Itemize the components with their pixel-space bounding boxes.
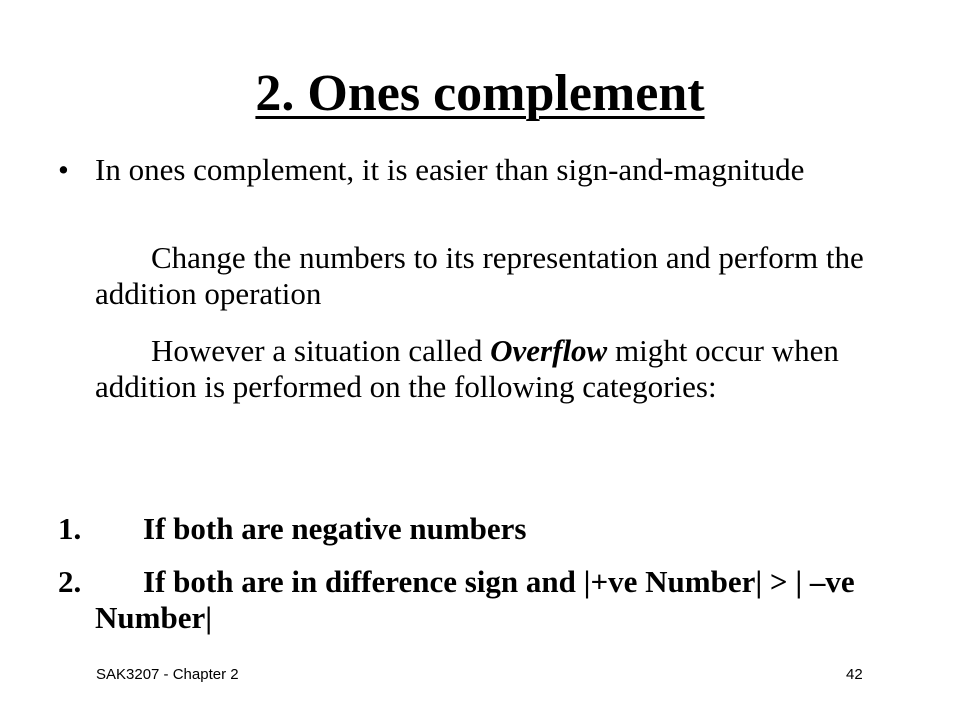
bullet-text: However a situation called Overflow might occur when addition is performed on the following categories:: [95, 333, 839, 404]
bullet-text: Change the numbers to its representation and perform the addition operation: [95, 240, 864, 311]
item-text: If both are negative numbers: [143, 511, 527, 546]
numbered-item-2: [58, 564, 936, 636]
bullet-item-3: [58, 333, 878, 405]
item-number: 1.: [58, 511, 82, 546]
bullet-text: In ones complement, it is easier than sign-and-magnitude: [95, 152, 805, 187]
footer-chapter: SAK3207 - Chapter 2: [96, 666, 239, 683]
item-number: 2.: [58, 564, 82, 599]
bullet-item-1: [58, 152, 878, 188]
slide-title: 2. Ones complement: [255, 65, 705, 122]
footer-page-number: 42: [846, 666, 863, 683]
bullet-marker: •: [58, 152, 69, 187]
bullet-item-2: [58, 240, 878, 312]
emphasis-overflow: Overflow: [490, 333, 608, 368]
item-text: If both are in difference sign and |+ve Number| > | –ve Number|: [95, 564, 855, 635]
numbered-item-1: [58, 511, 918, 547]
